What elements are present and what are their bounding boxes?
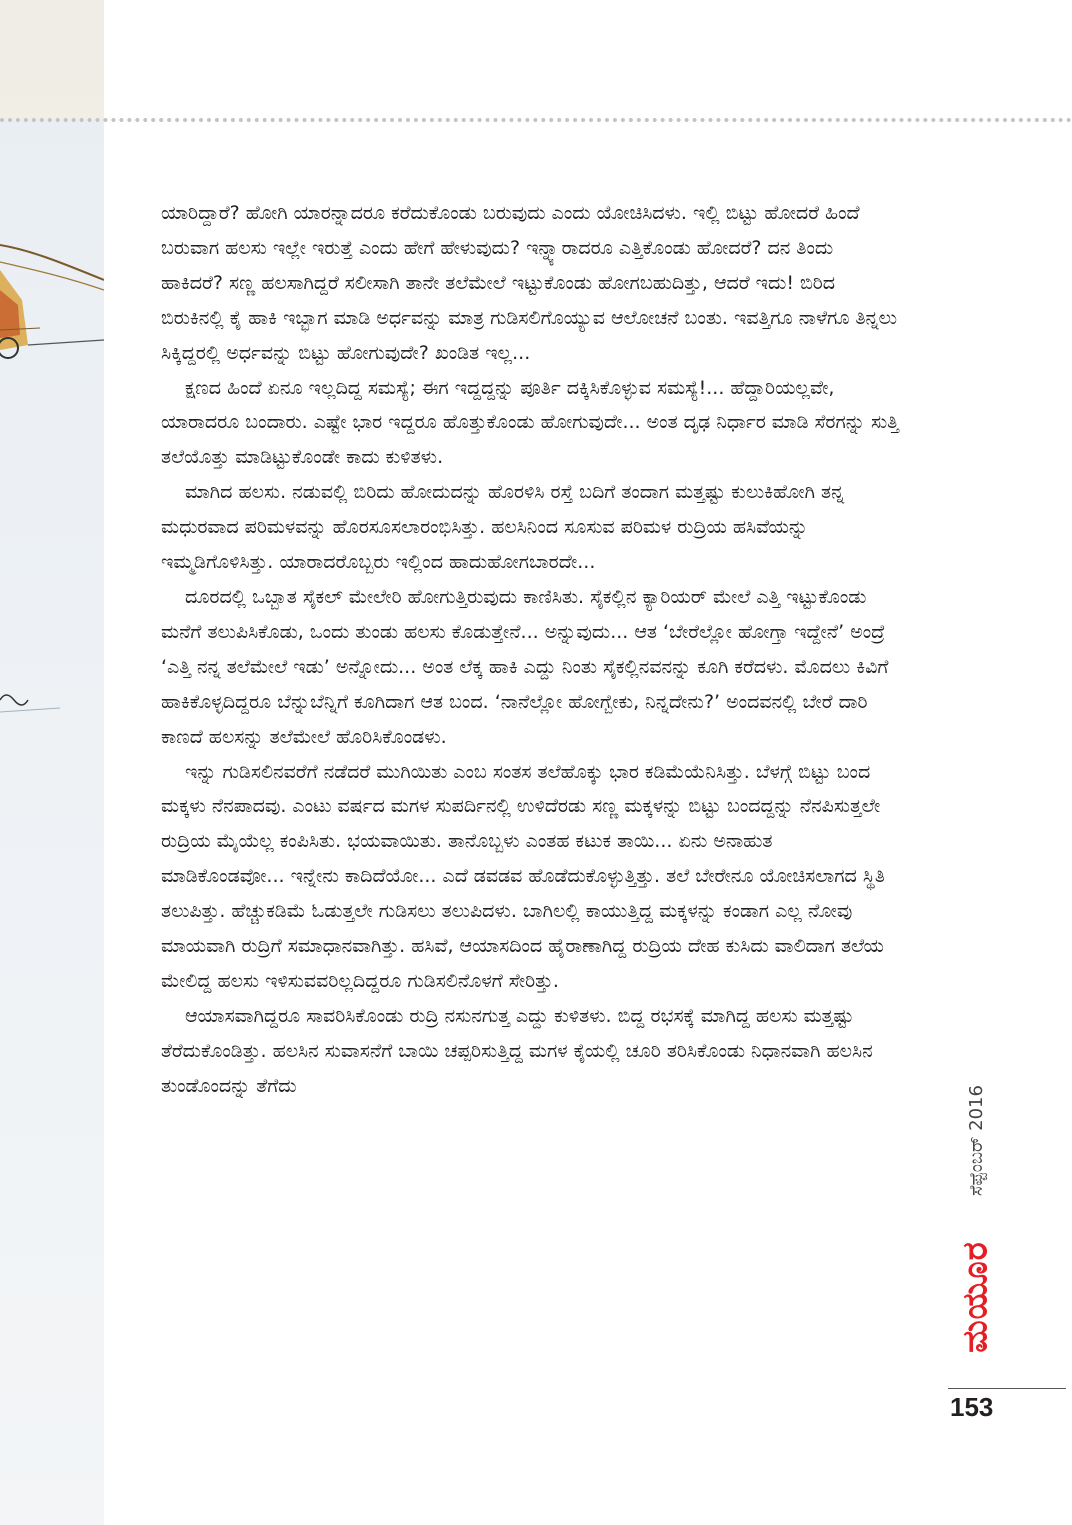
dotted-divider xyxy=(0,118,1072,122)
article-body xyxy=(161,196,901,1104)
issue-date xyxy=(955,1070,997,1210)
magazine-name-text: ಮಯೂರ xyxy=(956,1241,996,1353)
page-number-rule xyxy=(948,1388,1066,1389)
paragraph: ಯಾರಿದ್ದಾರೆ? ಹೋಗಿ ಯಾರನ್ನಾದರೂ ಕರೆದುಕೊಂಡು ಬರುವುದು ಎಂದು ಯೋಚಿಸಿದಳು. ಇಲ್ಲಿ ಬಿಟ್ಟು ಹೋದರೆ ಹಿಂದೆ ಬರುವಾಗ ಹಲಸು ಇಲ್ಲೇ ಇರುತ್ತೆ ಎಂದು ಹೇಗೆ ಹೇಳುವುದು? ಇನ್ನ್ಯಾರಾದರೂ ಎತ್ತಿಕೊಂಡು ಹೋದರೆ? ದನ ತಿಂದು ಹಾಕಿದರೆ? ಸಣ್ಣ ಹಲಸಾಗಿದ್ದರೆ ಸಲೀಸಾಗಿ ತಾನೇ ತಲೆಮೇಲೆ ಇಟ್ಟುಕೊಂಡು ಹೋಗಬಹುದಿತ್ತು, ಆದರೆ ಇದು! ಬಿರಿದ ಬಿರುಕಿನಲ್ಲಿ ಕೈ ಹಾಕಿ ಇಬ್ಭಾಗ ಮಾಡಿ ಅರ್ಧವನ್ನು ಮಾತ್ರ ಗುಡಿಸಲಿಗೊಯ್ಯುವ ಆಲೋಚನೆ ಬಂತು. ಇವತ್ತಿಗೂ ನಾಳೆಗೂ ತಿನ್ನಲು ಸಿಕ್ಕಿದ್ದರಲ್ಲಿ ಅರ್ಧವನ್ನು ಬಿಟ್ಟು ಹೋಗುವುದೇ? ಖಂಡಿತ ಇಲ್ಲ... xyxy=(161,202,898,364)
paragraph: ಇನ್ನು ಗುಡಿಸಲಿನವರೆಗೆ ನಡೆದರೆ ಮುಗಿಯಿತು ಎಂಬ ಸಂತಸ ತಲೆಹೊಕ್ಕು ಭಾರ ಕಡಿಮೆಯೆನಿಸಿತ್ತು. ಬೆಳಗ್ಗೆ ಬಿಟ್ಟು ಬಂದ ಮಕ್ಕಳು ನೆನಪಾದವು. ಎಂಟು ವರ್ಷದ ಮಗಳ ಸುಪರ್ದಿನಲ್ಲಿ ಉಳಿದೆರಡು ಸಣ್ಣ ಮಕ್ಕಳನ್ನು ಬಿಟ್ಟು ಬಂದದ್ದನ್ನು ನೆನಪಿಸುತ್ತಲೇ ರುದ್ರಿಯ ಮೈಯೆಲ್ಲ ಕಂಪಿಸಿತು. ಭಯವಾಯಿತು. ತಾನೊಬ್ಬಳು ಎಂತಹ ಕಟುಕ ತಾಯಿ... ಏನು ಅನಾಹುತ ಮಾಡಿಕೊಂಡವೋ... ಇನ್ನೇನು ಕಾದಿದೆಯೋ... ಎದೆ ಡವಡವ ಹೊಡೆದುಕೊಳ್ಳುತ್ತಿತ್ತು. ತಲೆ ಬೇರೇನೂ ಯೋಚಿಸಲಾಗದ ಸ್ಥಿತಿ ತಲುಪಿತ್ತು. ಹೆಚ್ಚುಕಡಿಮೆ ಓಡುತ್ತಲೇ ಗುಡಿಸಲು ತಲುಪಿದಳು. ಬಾಗಿಲಲ್ಲಿ ಕಾಯುತ್ತಿದ್ದ ಮಕ್ಕಳನ್ನು ಕಂಡಾಗ ಎಲ್ಲ ನೋವು ಮಾಯವಾಗಿ ರುದ್ರಿಗೆ ಸಮಾಧಾನವಾಗಿತ್ತು. ಹಸಿವೆ, ಆಯಾಸದಿಂದ ಹೈರಾಣಾಗಿದ್ದ ರುದ್ರಿಯ ದೇಹ ಕುಸಿದು ವಾಲಿದಾಗ ತಲೆಯ ಮೇಲಿದ್ದ ಹಲಸು ಇಳಿಸುವವರಿಲ್ಲದಿದ್ದರೂ ಗುಡಿಸಲಿನೊಳಗೆ ಸೇರಿತ್ತು. xyxy=(161,760,885,992)
illustration-sketch xyxy=(0,0,104,760)
paragraph: ದೂರದಲ್ಲಿ ಒಬ್ಬಾತ ಸೈಕಲ್ ಮೇಲೇರಿ ಹೋಗುತ್ತಿರುವುದು ಕಾಣಿಸಿತು. ಸೈಕಲ್ಲಿನ ಕ್ಯಾರಿಯರ್ ಮೇಲೆ ಎತ್ತಿ ಇಟ್ಟುಕೊಂಡು ಮನೆಗೆ ತಲುಪಿಸಿಕೊಡು, ಒಂದು ತುಂಡು ಹಲಸು ಕೊಡುತ್ತೇನೆ... ಅನ್ನುವುದು... ಆತ ‘ಬೇರೆಲ್ಲೋ ಹೋಗ್ತಾ ಇದ್ದೇನೆ’ ಅಂದ್ರೆ ‘ಎತ್ತಿ ನನ್ನ ತಲೆಮೇಲೆ ಇಡು’ ಅನ್ನೋದು... ಅಂತ ಲೆಕ್ಕ ಹಾಕಿ ಎದ್ದು ನಿಂತು ಸೈಕಲ್ಲಿನವನನ್ನು ಕೂಗಿ ಕರೆದಳು. ಮೊದಲು ಕಿವಿಗೆ ಹಾಕಿಕೊಳ್ಳದಿದ್ದರೂ ಬೆನ್ನುಬೆನ್ನಿಗೆ ಕೂಗಿದಾಗ ಆತ ಬಂದ. ‘ನಾನೆಲ್ಲೋ ಹೋಗ್ಬೇಕು, ನಿನ್ನದೇನು?’ ಅಂದವನಲ್ಲಿ ಬೇರೆ ದಾರಿ ಕಾಣದೆ ಹಲಸನ್ನು ತಲೆಮೇಲೆ ಹೊರಿಸಿಕೊಂಡಳು. xyxy=(161,585,889,748)
page-number: 153 xyxy=(950,1392,994,1422)
issue-date-text: ಸೆಪ್ಟೆಂಬರ್ 2016 xyxy=(965,1084,987,1196)
paragraph: ಕ್ಷಣದ ಹಿಂದೆ ಏನೂ ಇಲ್ಲದಿದ್ದ ಸಮಸ್ಯೆ; ಈಗ ಇದ್ದದ್ದನ್ನು ಪೂರ್ತಿ ದಕ್ಕಿಸಿಕೊಳ್ಳುವ ಸಮಸ್ಯೆ!... ಹೆದ್ದಾರಿಯಲ್ಲವೇ, ಯಾರಾದರೂ ಬಂದಾರು. ಎಷ್ಟೇ ಭಾರ ಇದ್ದರೂ ಹೊತ್ತುಕೊಂಡು ಹೋಗುವುದೇ... ಅಂತ ದೃಢ ನಿರ್ಧಾರ ಮಾಡಿ ಸೆರಗನ್ನು ಸುತ್ತಿ ತಲೆಯೊತ್ತು ಮಾಡಿಟ್ಟುಕೊಂಡೇ ಕಾದು ಕುಳಿತಳು. xyxy=(161,376,899,469)
magazine-logo xyxy=(955,1218,997,1376)
story-illustration xyxy=(0,0,104,1525)
paragraph: ಆಯಾಸವಾಗಿದ್ದರೂ ಸಾವರಿಸಿಕೊಂಡು ರುದ್ರಿ ನಸುನಗುತ್ತ ಎದ್ದು ಕುಳಿತಳು. ಬಿದ್ದ ರಭಸಕ್ಕೆ ಮಾಗಿದ್ದ ಹಲಸು ಮತ್ತಷ್ಟು ತೆರೆದುಕೊಂಡಿತ್ತು. ಹಲಸಿನ ಸುವಾಸನೆಗೆ ಬಾಯಿ ಚಪ್ಪರಿಸುತ್ತಿದ್ದ ಮಗಳ ಕೈಯಲ್ಲಿ ಚೂರಿ ತರಿಸಿಕೊಂಡು ನಿಧಾನವಾಗಿ ಹಲಸಿನ ತುಂಡೊಂದನ್ನು ತೆಗೆದು xyxy=(161,1004,873,1097)
paragraph: ಮಾಗಿದ ಹಲಸು. ನಡುವಲ್ಲಿ ಬಿರಿದು ಹೋದುದನ್ನು ಹೊರಳಿಸಿ ರಸ್ತೆ ಬದಿಗೆ ತಂದಾಗ ಮತ್ತಷ್ಟು ಕುಲುಕಿಹೋಗಿ ತನ್ನ ಮಧುರವಾದ ಪರಿಮಳವನ್ನು ಹೊರಸೂಸಲಾರಂಭಿಸಿತ್ತು. ಹಲಸಿನಿಂದ ಸೂಸುವ ಪರಿಮಳ ರುದ್ರಿಯ ಹಸಿವೆಯನ್ನು ಇಮ್ಮಡಿಗೊಳಿಸಿತ್ತು. ಯಾರಾದರೊಬ್ಬರು ಇಲ್ಲಿಂದ ಹಾದುಹೋಗಬಾರದೇ... xyxy=(161,481,845,574)
